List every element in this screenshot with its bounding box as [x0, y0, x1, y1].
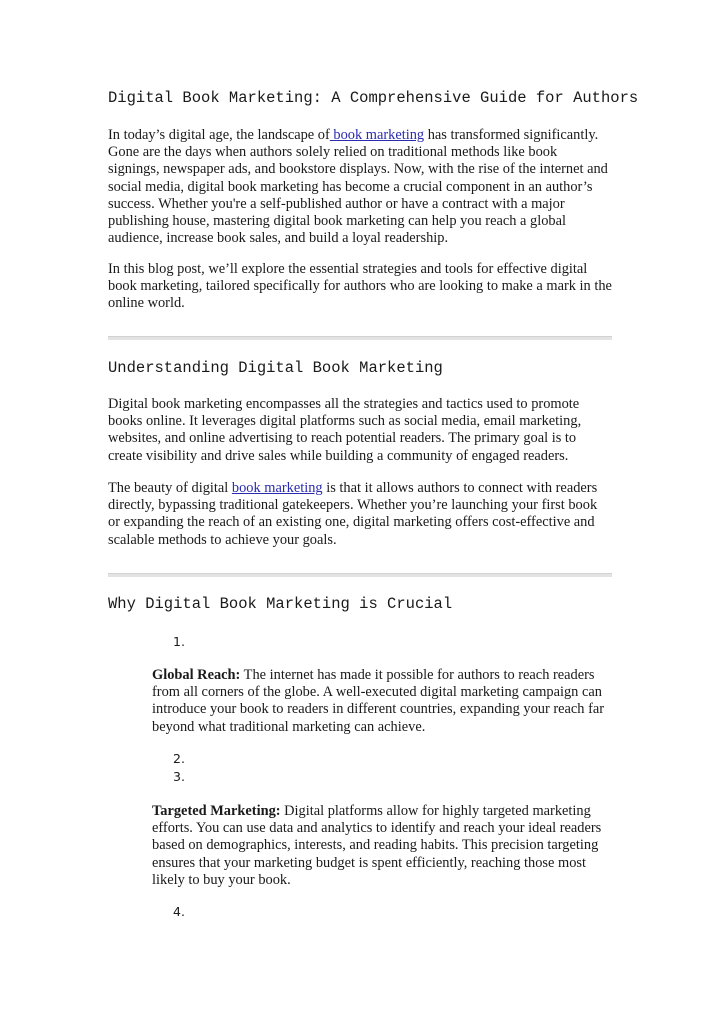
understanding-text-after-link: is that it allows authors to connect with readers directly, bypassing traditional gatekeepers. Whether you’re launching your first book or expanding the reach of an existing one, digital marketing offers cost-effective and scalable methods to achieve your goals. — [108, 480, 598, 548]
intro-text-after-link: has transformed significantly. Gone are the days when authors solely relied on traditional methods like book signings, newspaper ads, and bookstore displays. Now, with the rise of the internet and social media, digital book marketing has become a crucial component in an author’s success. Whether you're a self-published author or have a contract with a major publishing house, mastering digital book marketing can help you reach a global audience, increase book sales, and build a loyal readership. — [108, 127, 608, 247]
understanding-text-before-link: The beauty of digital — [108, 480, 232, 496]
understanding-paragraph-1: Digital book marketing encompasses all the strategies and tactics used to promote books online. It leverages digital platforms such as social media, email marketing, websites, and online advertising to reach potential readers. The primary goal is to create visibility and drive sales while building a community of engaged readers. — [108, 396, 582, 464]
list-item-text: Digital platforms allow for highly targeted marketing efforts. You can use data and analytics to identify and reach your ideal readers based on demographics, interests, and reading habits. This precision targeting ensures that your marketing budget is spent efficiently, reaching those most likely to buy your book. — [152, 803, 602, 888]
book-marketing-link-2[interactable]: book marketing — [231, 480, 323, 496]
page-title: Digital Book Marketing: A Comprehensive Guide for Authors — [108, 89, 639, 107]
list-number-2: 2. — [173, 751, 185, 766]
list-item-targeted-marketing — [152, 803, 614, 889]
intro-paragraph-2: In this blog post, we’ll explore the essential strategies and tools for effective digital book marketing, tailored specifically for authors who are looking to make a mark in the online world. — [108, 261, 612, 312]
list-number-3: 3. — [173, 769, 185, 784]
list-item-global-reach — [152, 667, 614, 736]
section-heading-why-crucial: Why Digital Book Marketing is Crucial — [108, 595, 453, 613]
list-number-4: 4. — [173, 904, 185, 919]
section-heading-understanding: Understanding Digital Book Marketing — [108, 359, 443, 377]
understanding-paragraph-2 — [108, 480, 612, 549]
section-divider — [108, 336, 612, 340]
list-item-text: The internet has made it possible for authors to reach readers from all corners of the globe. A well-executed digital marketing campaign can introduce your book to readers in different countries, expanding your reach far beyond what traditional marketing can achieve. — [152, 667, 605, 735]
intro-paragraph-1 — [108, 127, 612, 247]
list-item-label: Global Reach: — [152, 667, 241, 683]
list-item-label: Targeted Marketing: — [152, 803, 281, 819]
section-divider — [108, 573, 612, 577]
list-number-1: 1. — [173, 634, 185, 649]
intro-text-before-link: In today’s digital age, the landscape of — [108, 127, 330, 143]
book-marketing-link[interactable]: book marketing — [329, 127, 425, 143]
